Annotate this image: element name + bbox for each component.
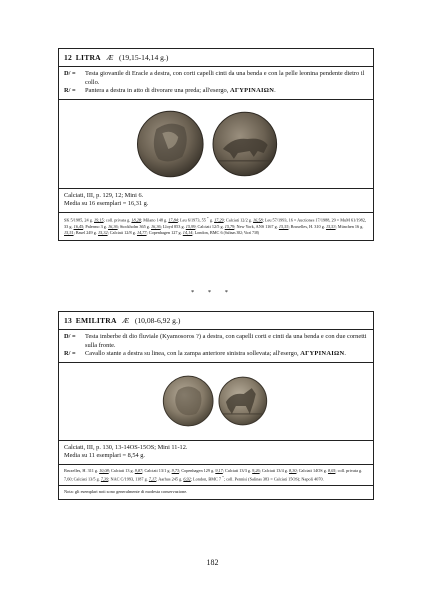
reverse-label: R/ = [64,350,76,358]
reverse-coin-image [213,113,277,177]
specimen-text: ; coll. Pennisi (Salinas 383 = Calciati 15OS); Napoli 4070. [223,475,324,481]
specimens-list [59,465,373,487]
specimen-text: ; London, BMC 7 [190,475,223,481]
coin-photos-13 [59,362,373,440]
coin-images [59,100,373,189]
obverse-coin-image [138,112,204,178]
specimen-text: ; coll. privata g. 7,60; Calciati 13/5 g. [64,467,363,481]
specimen-text: ; London, BMC 6 [192,230,224,236]
specimens-list [59,213,373,240]
specimen-text: ; Bruxelles, H. 310 g. [288,223,326,229]
entry-description [59,67,373,100]
specimen-weight: 9,87 [134,467,143,473]
reference-line: Calciati, III, p. 129, 12; Mini 6. [64,191,144,199]
specimen-weight: 15,79 [224,223,235,229]
specimen-weight: 16,58 [253,217,263,223]
obverse-label: D/ = [64,70,76,77]
specimen-text: ; Milano 148 g. [140,217,169,223]
entry-note: Nota: gli esemplari noti sono generalmente di modesta conservazione. [64,489,188,495]
specimen-weight: 9,73 [171,467,180,473]
specimen-marker: * [207,215,209,220]
entry-number: 13 [64,316,72,325]
reverse-coin-image [219,378,267,426]
entry-header [59,49,373,67]
specimen-weight: 7,39 [100,475,109,481]
specimen-weight: 9,26 [252,467,260,473]
specimen-text: ; Leu 57/1993, 16 = Auctiones 17/1988, 29 = MuM 61/1982, 33 g. [64,217,366,229]
specimen-weight: 15,53 [325,223,336,229]
specimen-weight: 15,55 [278,223,289,229]
obverse-coin-image [163,377,213,427]
reference-line: Calciati, III, p. 130, 13-14OS-15OS; Mini 11-12. [64,443,188,451]
specimen-text: ; Palermo 3 g. [83,223,109,229]
entry-header [59,312,373,330]
coin-photos-12 [59,99,373,188]
entry-weight: (19,15-14,14 g.) [119,53,169,62]
specimen-text: ; Calciati 13/3 g. [222,467,253,473]
reverse-legend: ΑΓΥΡΙΝΑΙΩΝ [300,350,345,358]
reverse-text: Cavallo stante a destra su linea, con la zampa anteriore sinistra sollevata; all'esergo, [85,350,299,358]
specimen-weight: 16,36 [151,223,161,229]
specimen-weight: 16,45 [73,223,84,229]
entry-weight: (10,08-6,92 g.) [134,316,181,325]
specimen-weight: 9,17 [215,467,223,473]
coin-images [59,363,373,441]
entry-number: 12 [64,53,72,62]
specimen-weight: 19,15 [94,217,104,223]
specimen-text: ; Copenhagen 127 g. [146,230,183,236]
specimen-text: ; Basel 249 g. [73,230,98,236]
specimen-text: ; Leu 6/1973, 55 [177,217,207,223]
specimen-text: ; Calciati 12/8 g. [107,230,137,236]
reverse-text: Pantera a destra in atto di divorare una preda; all'esergo, [85,87,229,95]
specimen-weight: 14,14 [182,230,193,236]
specimen-text: ; Calciati 12/5 g. [195,223,225,229]
specimen-weight: 17,29 [214,217,224,223]
specimen-text: ; München 16 g. [335,223,364,229]
reverse-label: R/ = [64,87,76,95]
catalog-entry-13 [58,311,374,500]
specimen-text: ; Calciati 13/4 g. [259,467,290,473]
specimen-weight: 15,32 [98,230,108,236]
specimen-weight: 18,28 [131,217,141,223]
specimen-text: ; Calciati 13/1 g. [142,467,172,473]
specimen-weight: 8,30 [289,467,297,473]
reverse-end: . [274,87,276,95]
specimen-weight: 6,92 [183,475,191,481]
reverse-end: . [344,350,346,358]
specimen-text: ; Copenhagen 129 g. [179,467,216,473]
specimen-weight: 8,05 [327,467,336,473]
specimen-text: ; coll. privata g. [103,217,132,223]
specimen-weight: 17,84 [168,217,178,223]
obverse-text: Testa giovanile di Eracle a destra, con corti capelli cinti da una benda e con la pelle leonina pendente dietro il collo. [85,70,365,86]
catalog-entry-12 [58,48,374,241]
specimen-text: ; New York, ANS 1167 g. [234,223,279,229]
entry-description [59,330,373,363]
specimen-text: ; Calciati 14OS g. [296,467,328,473]
specimen-marker: * [222,474,224,479]
specimen-weight: 10,08 [99,467,109,473]
specimen-weight: 15,99 [185,223,196,229]
specimen-text: ; NAC C/1993, 1187 g. [108,475,149,481]
specimen-weight: 15,51 [64,230,74,236]
average-weight: Media su 16 esemplari = 16,31 g. [64,200,149,208]
section-separator: * * * [191,289,234,296]
specimen-weight: 16,36 [108,223,118,229]
entry-metal: Æ [122,316,130,325]
specimen-text: ; Calciati 12/2 g. [223,217,254,223]
specimen-text: ; Calciati 13 g. [108,467,135,473]
specimen-text: ; Lloyd 853 g. [160,223,186,229]
specimen-weight: 7,17 [148,475,157,481]
specimen-text: Bruxelles, H. 311 g. [64,467,100,473]
average-weight: Media su 11 esemplari = 8,54 g. [64,452,145,460]
specimen-text: ; Stockholm 365 g. [117,223,152,229]
specimen-text: g. [208,217,215,223]
specimen-text: SK 5/1985, 24 g. [64,217,94,223]
obverse-label: D/ = [64,333,76,340]
entry-metal: Æ [106,53,114,62]
obverse-text: Testa imberbe di dio fluviale (Kyamosoros ?) a destra, con capelli corti e cinti da una benda e con due cornetti sulla fronte. [85,333,367,349]
page-number: 182 [206,558,219,567]
reverse-legend: ΑΓΥΡΙΝΑΙΩΝ [229,87,275,95]
entry-name: EMILITRA [75,316,117,325]
specimen-weight: 14,77 [136,230,147,236]
entry-references [59,189,373,213]
entry-name: LITRA [75,53,101,62]
entry-references [59,441,373,465]
specimen-text: (Salinas 382; Virzì 738) [223,231,259,236]
specimen-text: ; Aarhus 245 g. [156,475,184,481]
